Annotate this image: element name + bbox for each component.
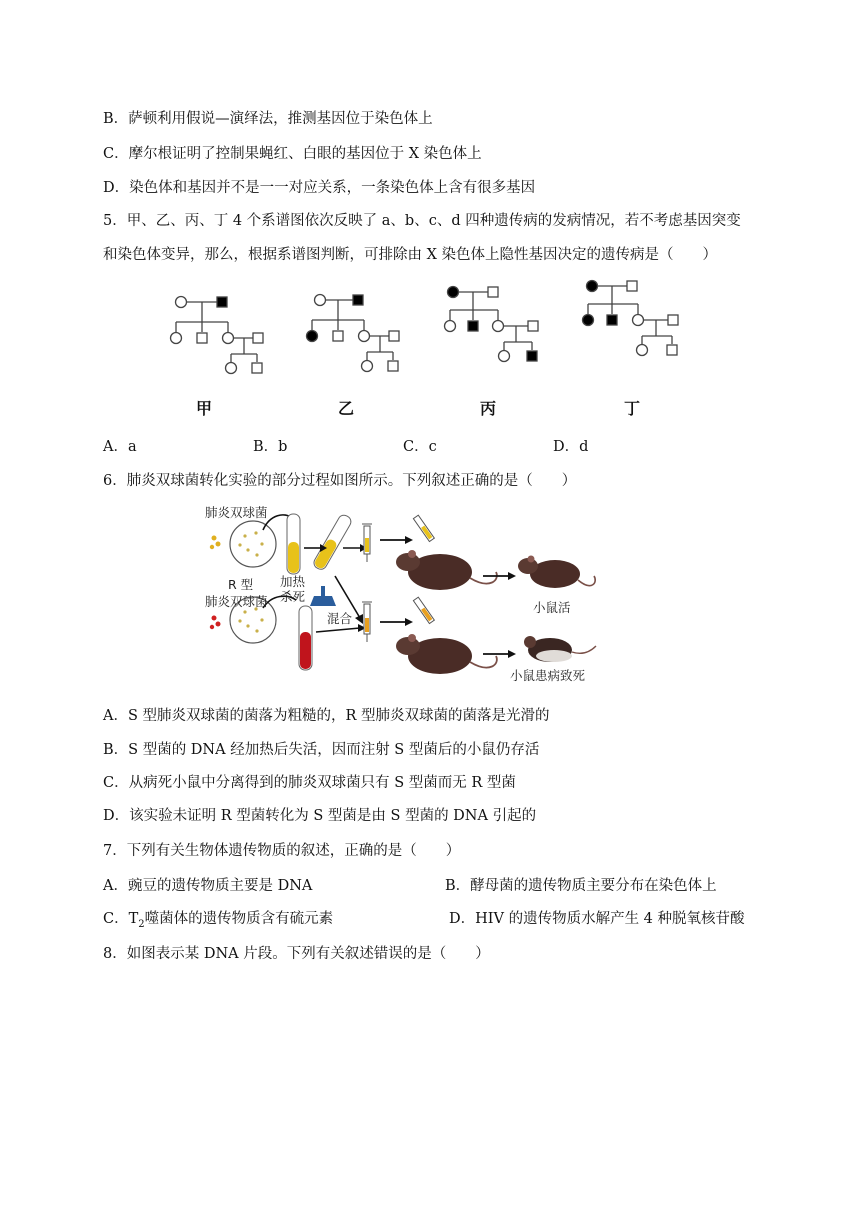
pedigree-label-ding: 丁	[624, 399, 641, 418]
q7-option-d: D．HIV 的遗传物质水解产生 4 种脱氧核苷酸	[449, 911, 745, 927]
q4-option-d: D．染色体和基因并不是一一对应关系，一条染色体上含有很多基因	[103, 180, 536, 196]
pedigree-label-jia: 甲	[196, 399, 213, 418]
q4-option-c: C．摩尔根证明了控制果蝇红、白眼的基因位于 X 染色体上	[103, 146, 482, 162]
fig-label-s-bacteria: 肺炎双球菌	[205, 505, 268, 520]
q5-stem-line2: 和染色体变异，那么，根据系谱图判断，可排除由 X 染色体上隐性基因决定的遗传病是（ ）	[103, 247, 718, 263]
q7-option-c-suffix: 噬菌体的遗传物质含有硫元素	[144, 911, 334, 927]
fig-label-r-type: R 型	[228, 577, 254, 592]
pedigree-jia	[160, 290, 280, 380]
syringe-bottom-icon	[362, 602, 372, 642]
q5-option-d: D．d	[553, 439, 589, 455]
q5-stem-line1: 5．甲、乙、丙、丁 4 个系谱图依次反映了 a、b、c、d 四种遗传病的发病情况，若不考虑基因突变	[103, 213, 741, 229]
mouse-top-icon	[396, 550, 497, 590]
q8-stem: 8．如图表示某 DNA 片段。下列有关叙述错误的是（ ）	[103, 946, 490, 962]
fig-label-heat: 加热	[280, 574, 306, 589]
q5-option-b: B．b	[253, 439, 288, 455]
q7-option-a: A．豌豆的遗传物质主要是 DNA	[103, 878, 313, 894]
pedigree-yi	[300, 290, 420, 380]
q7-option-c-subscript: 2	[138, 918, 145, 930]
fig-label-mix: 混合	[327, 611, 353, 626]
q7-option-c	[103, 909, 333, 935]
q6-option-b: B．S 型菌的 DNA 经加热后失活，因而注射 S 型菌后的小鼠仍存活	[103, 742, 540, 758]
fig-label-kill: 杀死	[280, 589, 306, 604]
q5-option-a: A．a	[103, 439, 137, 455]
q7-option-c-prefix: C．T	[103, 911, 139, 927]
pedigree-bing	[442, 282, 562, 372]
s-type-petri-dish	[230, 521, 276, 567]
mouse-alive-icon	[518, 556, 595, 589]
q7-stem: 7．下列有关生物体遗传物质的叙述，正确的是（ ）	[103, 843, 461, 859]
q6-option-a: A．S 型肺炎双球菌的菌落为粗糙的，R 型肺炎双球菌的菌落是光滑的	[103, 708, 550, 724]
mouse-dead-icon	[524, 636, 596, 662]
pedigree-label-bing: 丙	[480, 399, 497, 418]
fig-label-mouse-alive: 小鼠活	[533, 600, 571, 615]
q6-option-d: D．该实验未证明 R 型菌转化为 S 型菌是由 S 型菌的 DNA 引起的	[103, 808, 537, 824]
syringe-top-icon	[362, 524, 372, 562]
fig-label-r-bacteria: 肺炎双球菌	[205, 594, 268, 609]
q4-option-b: B．萨顿利用假说—演绎法，推测基因位于染色体上	[103, 111, 433, 127]
mouse-bottom-icon	[396, 634, 497, 674]
alcohol-burner-icon	[310, 596, 336, 606]
q6-option-c: C．从病死小鼠中分离得到的肺炎双球菌只有 S 型菌而无 R 型菌	[103, 775, 516, 791]
q5-option-c: C．c	[403, 439, 437, 455]
pedigree-ding	[580, 276, 700, 366]
fig-label-mouse-dead: 小鼠患病致死	[510, 668, 586, 683]
q6-stem: 6．肺炎双球菌转化实验的部分过程如图所示。下列叙述正确的是（ ）	[103, 473, 577, 489]
q7-option-b: B．酵母菌的遗传物质主要分布在染色体上	[445, 878, 717, 894]
pedigree-label-yi: 乙	[338, 399, 355, 418]
